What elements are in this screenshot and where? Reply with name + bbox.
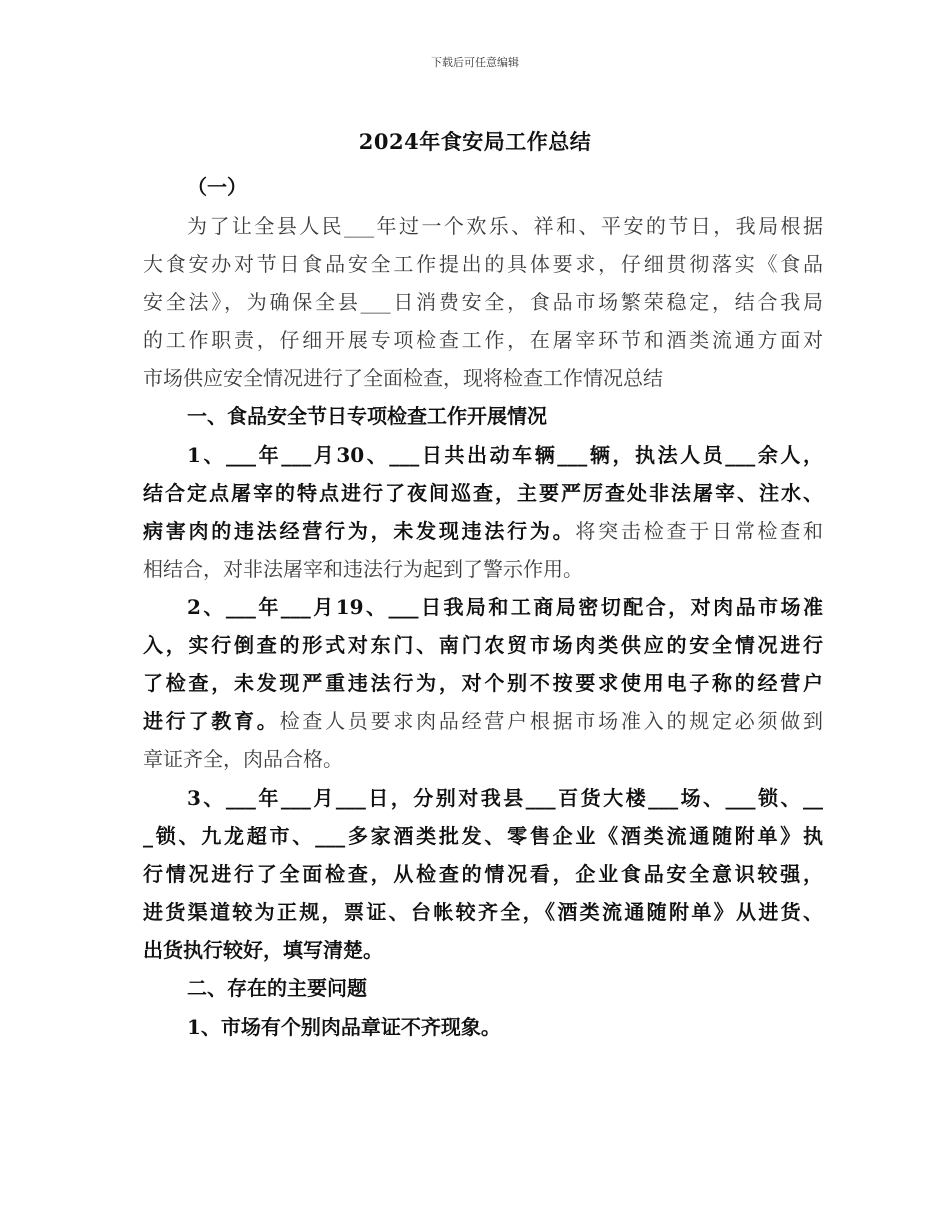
item1-bold-tail: 病害肉的违法经营行为，未发现违法行为。 [143, 519, 576, 543]
item3-line-3: 行情况进行了全面检查，从检查的情况看，企业食品安全意识较强， [143, 862, 823, 886]
section-heading-1: 一、食品安全节日专项检查工作开展情况 [187, 404, 547, 428]
intro-line-5: 市场供应安全情况进行了全面检查，现将检查工作情况总结 [143, 366, 663, 390]
page-header-note: 下载后可任意编辑 [431, 56, 519, 69]
item2-line-1: 2、___年___月19、___日我局和工商局密切配合，对肉品市场准 [187, 595, 823, 619]
document-title: 2024年食安局工作总结 [358, 129, 592, 154]
item2-bold-tail: 进行了教育。 [143, 709, 280, 733]
problem-item-1: 1、市场有个别肉品章证不齐现象。 [187, 1015, 501, 1039]
intro-line-3: 安全法》，为确保全县___日消费安全，食品市场繁荣稳定，结合我局 [143, 290, 823, 314]
item3-line-1: 3、___年___月___日，分别对我县___百货大楼___场、___锁、__ [187, 786, 823, 810]
item2-normal-tail: 检查人员要求肉品经营户根据市场准入的规定必须做到 [279, 709, 823, 733]
item1-line-4: 相结合，对非法屠宰和违法行为起到了警示作用。 [143, 557, 583, 581]
item1-line-2: 结合定点屠宰的特点进行了夜间巡查，主要严厉查处非法屠宰、注水、 [143, 481, 823, 505]
intro-line-2: 大食安办对节日食品安全工作提出的具体要求，仔细贯彻落实《食品 [143, 252, 823, 276]
item2-line-3: 了检查，未发现严重违法行为，对个别不按要求使用电子称的经营户 [143, 671, 823, 695]
item1-line-3 [143, 518, 823, 544]
intro-line-4: 的工作职责，仔细开展专项检查工作，在屠宰环节和酒类流通方面对 [143, 328, 823, 352]
section-heading-2: 二、存在的主要问题 [187, 976, 367, 1000]
item1-line-1: 1、___年___月30、___日共出动车辆___辆，执法人员___余人， [187, 443, 823, 467]
item2-line-2: 入，实行倒查的形式对东门、南门农贸市场肉类供应的安全情况进行 [143, 633, 823, 657]
item2-line-5: 章证齐全，肉品合格。 [143, 747, 343, 771]
section-marker: （一） [187, 175, 247, 199]
item3-line-2: _锁、九龙超市、___多家酒类批发、零售企业《酒类流通随附单》执 [143, 824, 823, 848]
item1-normal-tail: 将突击检查于日常检查和 [575, 519, 823, 543]
intro-line-1: 为了让全县人民___年过一个欢乐、祥和、平安的节日，我局根据 [187, 214, 823, 238]
item2-line-4 [143, 708, 823, 734]
item3-line-4: 进货渠道较为正规，票证、台帐较齐全，《酒类流通随附单》从进货、 [143, 900, 823, 924]
item3-line-5: 出货执行较好，填写清楚。 [143, 938, 383, 962]
